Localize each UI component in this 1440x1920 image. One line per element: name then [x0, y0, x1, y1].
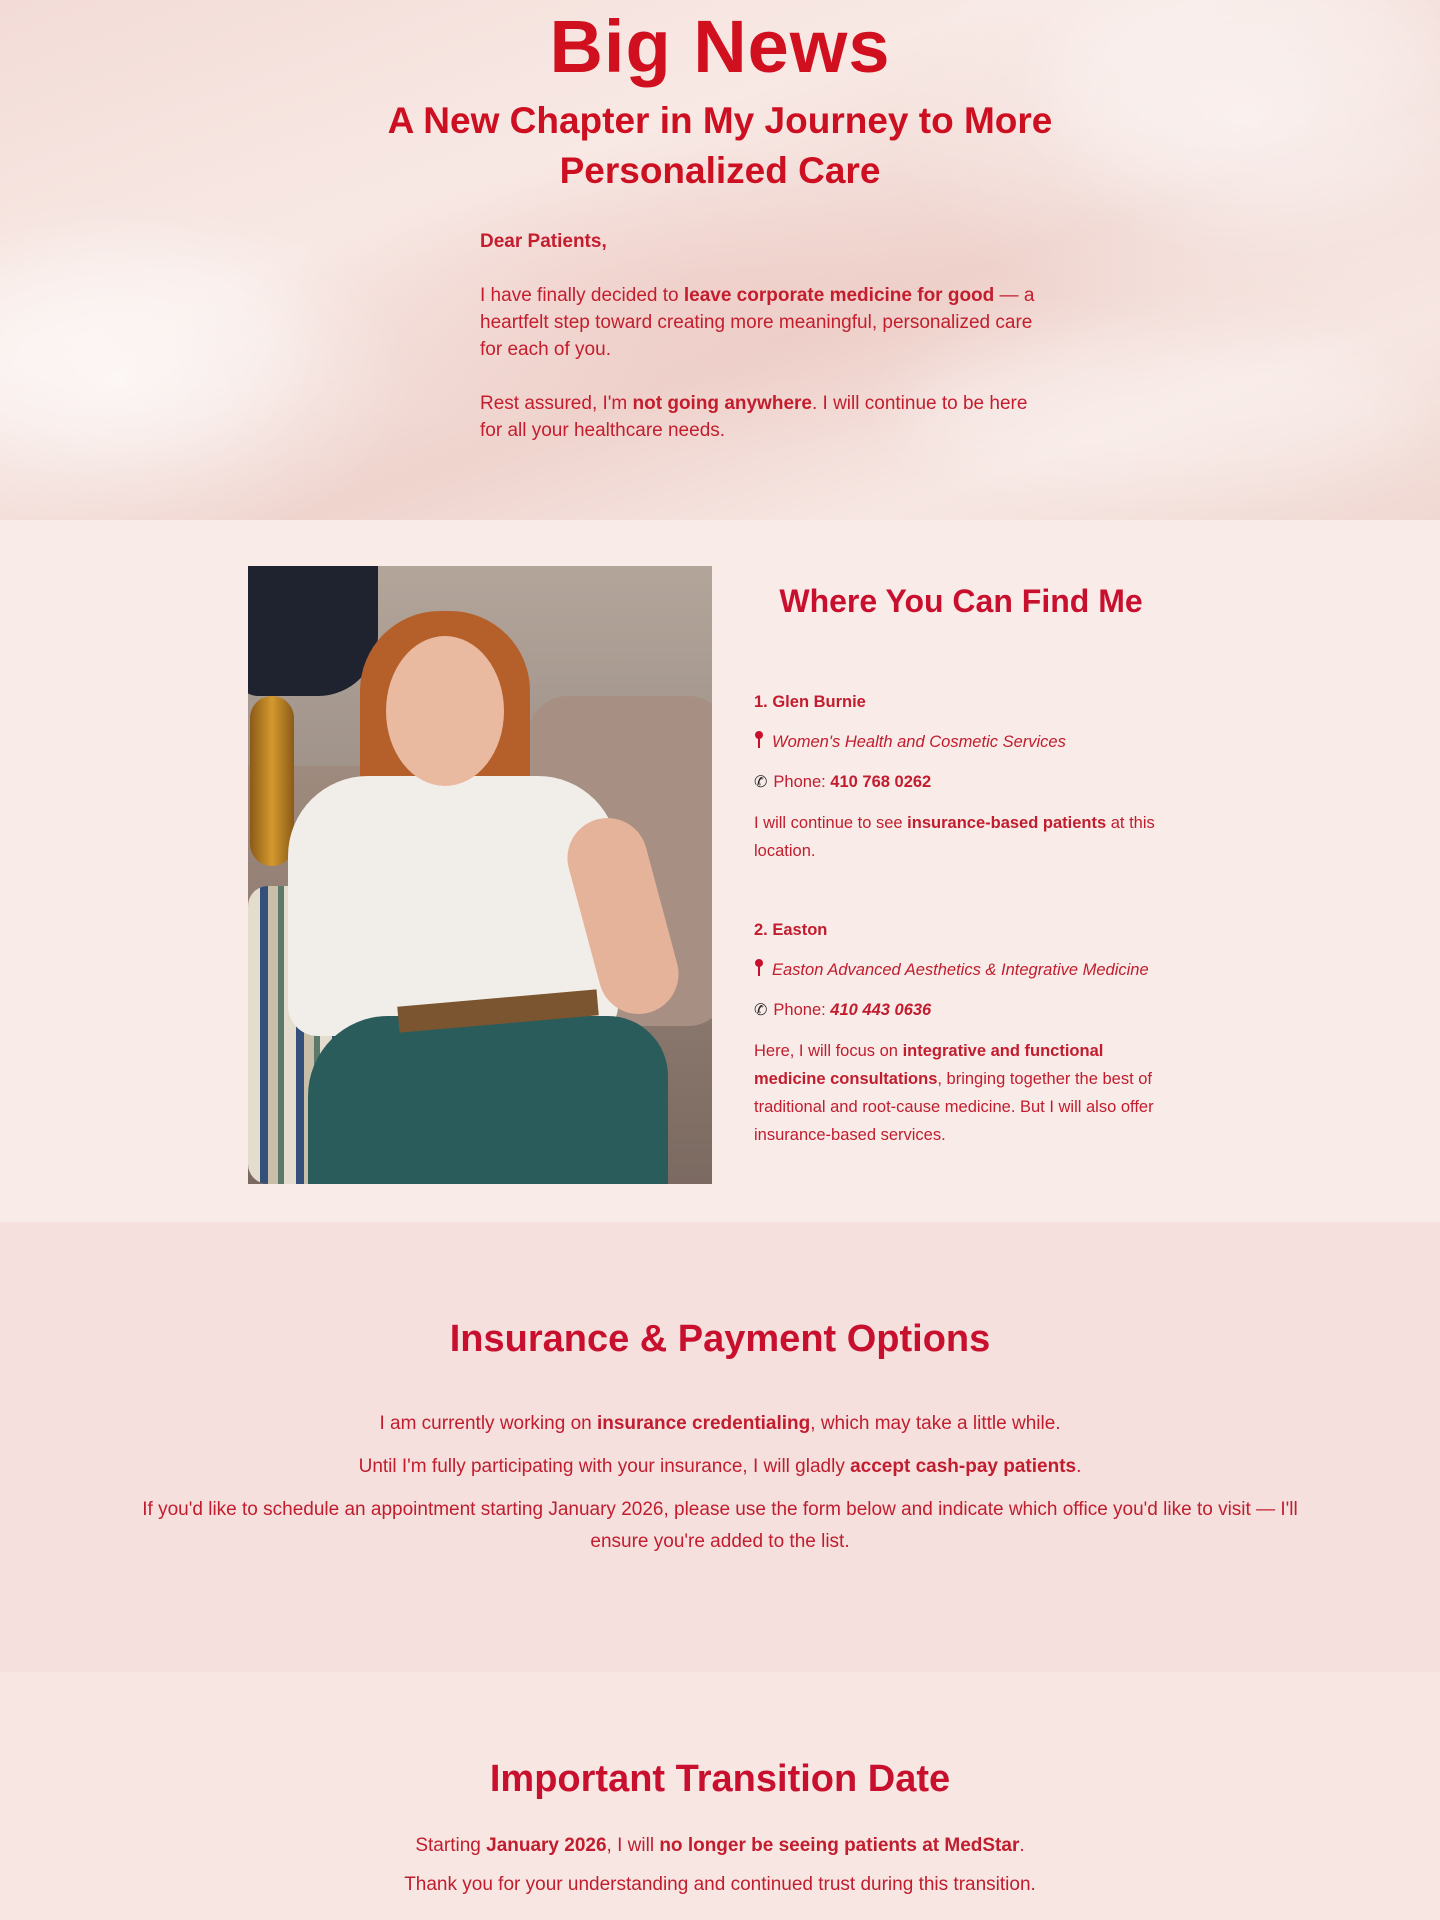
insurance-line: If you'd like to schedule an appointment starting January 2026, please use the form below and indicate which office you'd like to visit — I'll ensure you're added to the list.: [142, 1499, 1298, 1552]
location-name: 1. Glen Burnie: [754, 693, 866, 711]
text-emphasis: leave corporate medicine for good: [683, 285, 995, 306]
location-service: [754, 956, 1164, 984]
phone-number[interactable]: 410 443 0636: [830, 1001, 932, 1019]
location-phone: [754, 996, 1164, 1025]
location-phone: [754, 768, 1164, 797]
letter-body: [480, 228, 1040, 471]
location-item: [754, 688, 1164, 865]
insurance-body: [120, 1408, 1320, 1569]
hero-section: [0, 0, 1440, 520]
map-pin-icon: [754, 959, 764, 977]
text: .: [1019, 1835, 1025, 1856]
text: I will continue to see: [754, 814, 908, 832]
phone-label: Phone:: [773, 1001, 831, 1019]
photo-lamp-base: [250, 696, 294, 866]
transition-title: Important Transition Date: [489, 1758, 951, 1800]
photo-face: [386, 636, 504, 786]
phone-icon: ✆: [754, 774, 768, 791]
transition-line: [120, 1826, 1320, 1865]
locations-section: [0, 520, 1440, 1222]
text: Here, I will focus on: [754, 1042, 903, 1060]
transition-body: [120, 1826, 1320, 1904]
text: Rest assured, I'm: [480, 393, 633, 414]
text-emphasis: insurance-based patients: [907, 814, 1107, 832]
text: — a heartfelt step toward creating more meaningful, personalized care for each of you.: [480, 285, 1035, 360]
text: Until I'm fully participating with your insurance, I will gladly: [358, 1456, 851, 1477]
page-subtitle: A New Chapter in My Journey to More Personalized Care: [387, 100, 1053, 191]
text: I have finally decided to: [480, 285, 684, 306]
text-emphasis: integrative and functional medicine consultations: [754, 1042, 1104, 1088]
service-text: Women's Health and Cosmetic Services: [772, 733, 1066, 751]
location-item: [754, 916, 1164, 1149]
text: , which may take a little while.: [810, 1413, 1061, 1434]
location-description: [754, 809, 1164, 865]
text: , I will: [606, 1835, 660, 1856]
photo-pants: [308, 1016, 668, 1184]
text-emphasis: no longer be seeing patients at MedStar: [659, 1835, 1020, 1856]
insurance-line: [120, 1408, 1320, 1440]
letter-paragraph: [480, 282, 1040, 363]
service-text: Easton Advanced Aesthetics & Integrative Medicine: [772, 961, 1149, 979]
page-title: Big News: [549, 5, 891, 88]
text: .: [1076, 1456, 1082, 1477]
letter-greeting: Dear Patients,: [480, 231, 607, 252]
text: at this location.: [754, 814, 1155, 860]
location-service: [754, 728, 1164, 756]
map-pin-icon: [754, 731, 764, 749]
doctor-photo: [248, 566, 712, 1184]
text-emphasis: not going anywhere: [632, 393, 812, 414]
text: , bringing together the best of traditional and root-cause medicine. But I will also offer insurance-based services.: [754, 1070, 1154, 1144]
text: I am currently working on: [379, 1413, 597, 1434]
phone-number[interactable]: 410 768 0262: [830, 773, 932, 791]
text-emphasis: accept cash-pay patients: [850, 1456, 1077, 1477]
phone-icon: ✆: [754, 1002, 768, 1019]
location-description: [754, 1037, 1164, 1149]
insurance-title: Insurance & Payment Options: [449, 1318, 991, 1360]
text-emphasis: January 2026: [486, 1835, 607, 1856]
insurance-section: [0, 1222, 1440, 1672]
text: Starting: [415, 1835, 487, 1856]
insurance-line: [120, 1451, 1320, 1483]
photo-lamp-shade: [248, 566, 378, 696]
transition-section: [0, 1672, 1440, 1920]
location-name: 2. Easton: [754, 921, 828, 939]
text: . I will continue to be here for all your healthcare needs.: [480, 393, 1028, 441]
locations-title: Where You Can Find Me: [779, 583, 1143, 619]
phone-label: Phone:: [773, 773, 831, 791]
text-emphasis: insurance credentialing: [596, 1413, 811, 1434]
letter-paragraph: [480, 390, 1040, 444]
transition-line: Thank you for your understanding and continued trust during this transition.: [404, 1874, 1036, 1895]
background-fold: [0, 250, 300, 450]
